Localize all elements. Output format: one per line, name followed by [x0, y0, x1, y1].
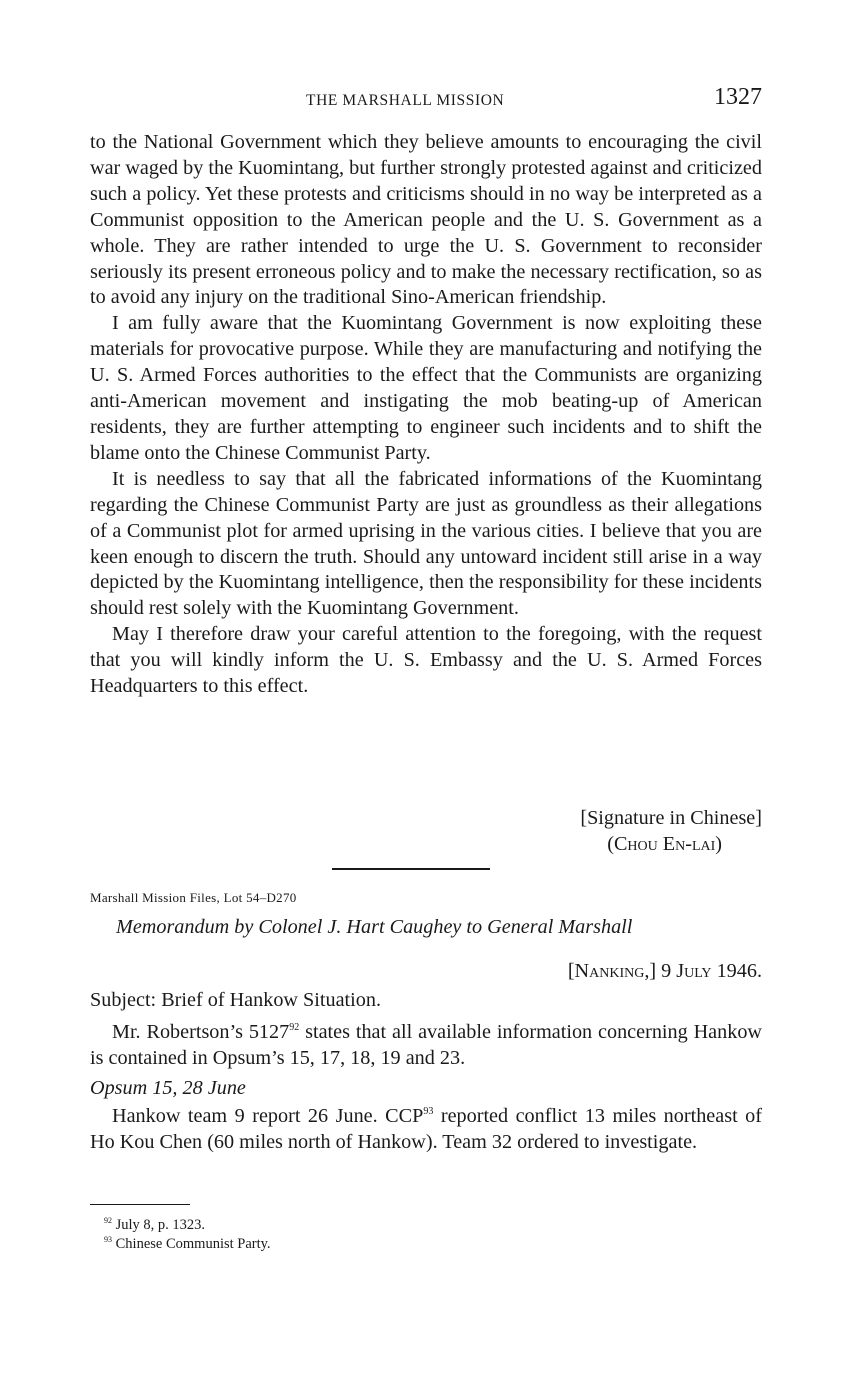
memo-title: Memorandum by Colonel J. Hart Caughey to General Marshall — [116, 916, 633, 938]
memo-dateline: [Nanking,] 9 July 1946. — [567, 960, 762, 982]
memo-paragraph-1 — [90, 1020, 762, 1072]
memo-paragraph-2 — [90, 1104, 762, 1156]
footnote-mark: 93 — [104, 1235, 112, 1244]
letter-paragraph-4: May I therefore draw your careful attention to the foregoing, with the request that you will kindly inform the U. S. Embassy and the U. S. Armed Forces Headquarters to this effect. — [90, 623, 762, 698]
memo-paragraph-1-end: states that all available information concerning Hankow is contained in Opsum’s 15, 17, 18, 19 and 23. — [90, 1020, 762, 1069]
footnote-mark: 92 — [104, 1216, 112, 1225]
footnote-divider — [90, 1204, 190, 1205]
opsum-heading: Opsum 15, 28 June — [90, 1076, 246, 1099]
memo-subject: Subject: Brief of Hankow Situation. — [90, 989, 381, 1011]
footnote-ref-93: 93 — [423, 1105, 434, 1117]
memo-paragraph-2-start: Hankow team 9 report 26 June. CCP — [112, 1104, 424, 1127]
footnotes — [104, 1216, 271, 1254]
letter-paragraph-3: It is needless to say that all the fabricated informations of the Kuomintang regarding the Chinese Communist Party are just as groundless as their allegations of a Communist plot for armed uprising in the various cities. I believe that you are keen enough to discern the truth. Should any untoward incident still arise in a way depicted by the Kuomintang intelligence, then the responsibility for these incidents should rest solely with the Kuomintang Government. — [90, 467, 762, 620]
footnote-ref-92: 92 — [289, 1021, 300, 1033]
page-number: 1327 — [714, 84, 762, 110]
section-divider — [332, 868, 490, 870]
letter-paragraph-1: to the National Government which they believe amounts to encouraging the civil war waged by the Kuomintang, but further strongly protested against and criticized such a policy. Yet these protests and criticisms should in no way be interpreted as a Communist opposition to the American people and the U. S. Government as a whole. They are rather intended to urge the U. S. Government to reconsider seriously its present erroneous policy and to make the necessary rectification, so as to avoid any injury on the traditional Sino-American friendship. — [90, 131, 762, 309]
footnote-text: July 8, p. 1323. — [115, 1217, 206, 1233]
running-title: THE MARSHALL MISSION — [306, 92, 505, 109]
memo-paragraph-2-end: reported conflict 13 miles northeast of Ho Kou Chen (60 miles north of Hankow). Team 32 ordered to investigate. — [90, 1104, 763, 1153]
memo-body — [90, 988, 762, 1155]
footnote-item — [104, 1235, 271, 1254]
running-head — [90, 84, 762, 118]
memo-paragraph-1-start: Mr. Robertson’s 5127 — [112, 1020, 290, 1043]
letter-paragraph-2: I am fully aware that the Kuomintang Government is now exploiting these materials for provocative purpose. While they are manufacturing and notifying the U. S. Armed Forces authorities to the effect that the Communists are organizing anti-American movement and instigating the mob beating-up of American residents, they are further attempting to engineer such incidents and to shift the blame onto the Chinese Communist Party. — [90, 312, 762, 464]
footnote-text: Chinese Communist Party. — [115, 1236, 271, 1252]
signatory-name: (Chou En-lai) — [607, 833, 722, 855]
signature-note: [Signature in Chinese] — [580, 807, 762, 829]
source-citation: Marshall Mission Files, Lot 54–D270 — [90, 890, 297, 905]
letter-body — [90, 130, 762, 700]
footnote-item — [104, 1216, 271, 1235]
